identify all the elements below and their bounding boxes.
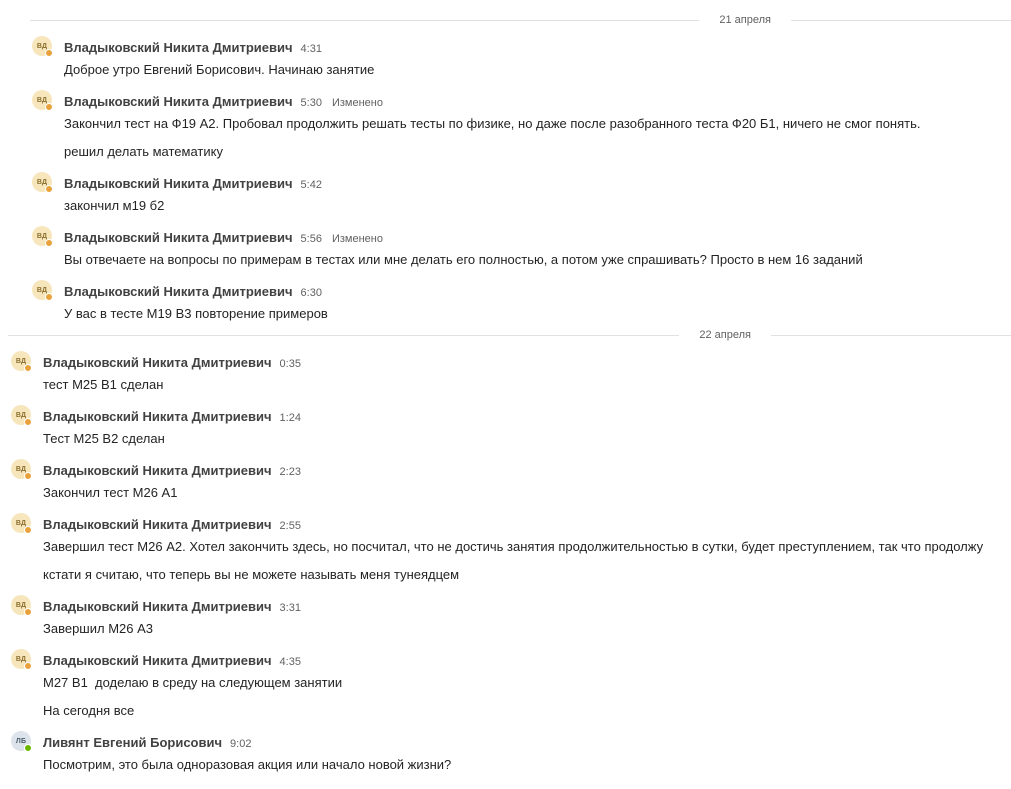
message-text: тест М25 В1 сделан [43,377,164,392]
message-text: Завершил М26 А3 [43,621,153,636]
avatar[interactable]: ВД [11,351,31,371]
avatar[interactable]: ВД [32,36,52,56]
edited-label: Изменено [331,97,383,109]
presence-away-icon [24,526,32,534]
message-text: Доброе утро Евгений Борисович. Начинаю занятие [64,62,375,77]
presence-away-icon [45,239,53,247]
message-time: 0:35 [279,358,301,370]
message-text: На сегодня все [43,703,135,718]
message-time: 4:31 [300,43,322,55]
message-time: 5:30 [300,97,322,109]
date-label: 22 апреля [699,329,751,341]
message-author[interactable]: Владыковский Никита Дмитриевич [64,230,293,245]
message-text: У вас в тесте М19 В3 повторение примеров [64,306,328,321]
presence-away-icon [45,185,53,193]
message-author[interactable]: Владыковский Никита Дмитриевич [64,40,293,55]
message-time: 2:23 [279,466,301,478]
avatar[interactable]: ВД [32,90,52,110]
message-author[interactable]: Владыковский Никита Дмитриевич [64,176,293,191]
message-author[interactable]: Владыковский Никита Дмитриевич [64,94,293,109]
message-text: закончил м19 б2 [64,198,165,213]
presence-away-icon [24,418,32,426]
avatar[interactable]: ВД [32,280,52,300]
message-author[interactable]: Владыковский Никита Дмитриевич [43,409,272,424]
date-label: 21 апреля [719,14,771,26]
avatar[interactable]: ВД [11,513,31,533]
presence-away-icon [24,364,32,372]
presence-away-icon [24,472,32,480]
presence-available-icon [24,744,32,752]
message-author[interactable]: Владыковский Никита Дмитриевич [43,517,272,532]
avatar[interactable]: ВД [32,172,52,192]
message-author[interactable]: Владыковский Никита Дмитриевич [43,653,272,668]
message-text: Закончил тест М26 А1 [43,485,178,500]
message-time: 9:02 [230,738,252,750]
presence-away-icon [45,293,53,301]
message-author[interactable]: Владыковский Никита Дмитриевич [43,463,272,478]
message-time: 5:56 [300,233,322,245]
message-text: Закончил тест на Ф19 А2. Пробовал продолжить решать тесты по физике, но даже после разобранного теста Ф20 Б1, ничего не смог понять. [64,116,921,131]
avatar[interactable]: ВД [11,459,31,479]
message-time: 1:24 [279,412,301,424]
date-separator [8,327,1011,343]
message-text: Завершил тест М26 А2. Хотел закончить здесь, но посчитал, что не достичь занятия продолжительностью в сутки, будет преступлением, так что продолжу [43,539,984,554]
presence-away-icon [24,662,32,670]
date-separator [30,12,1011,28]
avatar[interactable]: ЛБ [11,731,31,751]
message-text: Вы отвечаете на вопросы по примерам в тестах или мне делать его полностью, а потом уже спрашивать? Просто в нем 16 заданий [64,252,863,267]
presence-away-icon [45,49,53,57]
presence-away-icon [24,608,32,616]
edited-label: Изменено [331,233,383,245]
message-text: М27 В1 доделаю в среду на следующем занятии [43,675,343,690]
message-text: решил делать математику [64,144,223,159]
avatar[interactable]: ВД [11,595,31,615]
message-text: Тест М25 В2 сделан [43,431,165,446]
message-text: Посмотрим, это была одноразовая акция или начало новой жизни? [43,757,452,772]
message-author[interactable]: Владыковский Никита Дмитриевич [64,284,293,299]
message-text: кстати я считаю, что теперь вы не можете называть меня тунеядцем [43,567,460,582]
message-time: 3:31 [279,602,301,614]
avatar[interactable]: ВД [11,649,31,669]
message-time: 4:35 [279,656,301,668]
presence-away-icon [45,103,53,111]
avatar[interactable]: ВД [11,405,31,425]
message-time: 6:30 [300,287,322,299]
message-author[interactable]: Владыковский Никита Дмитриевич [43,355,272,370]
message-author[interactable]: Ливянт Евгений Борисович [43,735,223,750]
message-time: 5:42 [300,179,322,191]
message-time: 2:55 [279,520,301,532]
avatar[interactable]: ВД [32,226,52,246]
message-author[interactable]: Владыковский Никита Дмитриевич [43,599,272,614]
